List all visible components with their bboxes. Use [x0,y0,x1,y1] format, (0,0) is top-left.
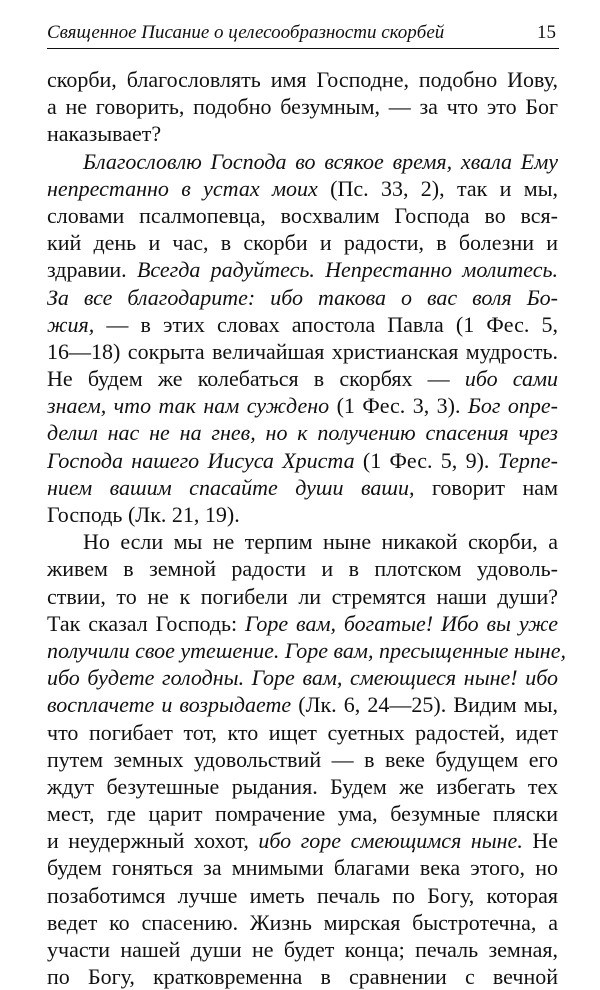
text-line [47,284,558,311]
text-line [47,392,558,419]
text-line [47,447,558,474]
italic-quote: жия, [47,311,95,337]
text-run: и неудержный хохот, [47,828,259,854]
italic-quote: делил нас не на гнев, но к получению спасения чрез [47,420,558,446]
text-run: (Пс. 33, 2), так и мы, [317,175,558,201]
text-line [47,501,558,528]
text-line [47,800,558,827]
text-line [47,419,558,446]
italic-quote: Всегда радуйтесь. Непрестанно молитесь. [136,257,559,283]
text-line [47,555,558,582]
text-run: позаботимся лучше иметь печаль по Богу, которая [47,882,558,908]
text-run: Так сказал Господь: [47,610,246,636]
text-run: Не будем же колебаться в скорбях — [47,366,465,392]
italic-quote: ибо горе смеющимся ныне. [258,828,523,854]
text-line [47,365,558,392]
text-run: — в этих словах апостола Павла (1 Фес. 5, [94,311,558,337]
text-line [47,691,558,718]
text-run: здравии. [47,257,137,283]
text-run: ствии, то не к погибели ли стремятся наши души? [47,583,558,609]
text-line [47,936,558,963]
text-line [47,963,558,990]
text-line [47,338,558,365]
italic-quote: Благословлю Господа во всякое время, хвала Ему [83,148,558,174]
text-run: Господь (Лк. 21, 19). [47,502,240,527]
text-run: Но если мы не терпим ныне никакой скорби, а [83,529,558,555]
text-run: путем земных удовольствий — в веке будущем его [47,746,558,772]
text-run: скорби, благословлять имя Господне, подобно Иову, [47,67,558,92]
text-line [47,583,558,610]
text-line [47,175,558,202]
running-title: Священное Писание о целесообразности скорбей [47,22,445,43]
text-line [47,827,558,854]
text-line [47,528,558,555]
text-run: мест, где царит помрачение ума, безумные пляски [47,801,558,827]
running-header [47,14,559,49]
text-line [47,256,558,283]
text-run: (1 Фес. 3, 3). [329,393,468,419]
italic-quote: знаем, что так нам суждено [47,393,330,419]
italic-quote: восплачете и возрыдаете [47,692,292,718]
text-line [47,610,558,637]
text-line [47,637,566,664]
text-line [47,148,558,175]
text-run: живем в земной радости и в плотском удоволь- [47,556,558,582]
text-line [47,882,558,909]
italic-quote: непрестанно в устах моих [47,175,318,201]
text-run: (1 Фес. 5, 9). [354,447,498,473]
text-run: 16—18) сокрыта величайшая христианская мудрость. [47,338,558,364]
text-line [47,311,558,338]
italic-quote: Господа нашего Иисуса Христа [47,447,355,473]
text-run: будем гоняться за мнимыми благами века этого, но [47,855,558,881]
text-run: участи нашей души не будет конца; печаль земная, [47,937,558,962]
text-run: ведет ко спасению. Жизнь мирская быстротечна, а [47,909,558,935]
text-line [47,93,558,120]
text-run: говорит нам [414,474,558,500]
italic-quote: нием вашим спасайте души ваши, [47,474,415,500]
text-run: по Богу, кратковременна в сравнении с вечной [47,964,558,990]
text-line [47,474,558,501]
text-run: (Лк. 6, 24—25). Видим мы, [291,692,558,718]
text-line [47,66,558,93]
text-run: Не [522,828,559,854]
body-text [47,66,566,990]
italic-quote: получили свое утешение. Горе вам, пресыщенные ныне, [47,637,566,663]
text-line [47,229,558,256]
text-run: ждут безутешные рыдания. Будем же избегать тех [47,773,558,799]
text-line [47,719,558,746]
text-run: наказывает? [47,121,162,147]
text-line [47,773,558,800]
text-line [47,746,558,773]
italic-quote: ибо будете голодны. Горе вам, смеющиеся ныне! ибо [47,665,558,691]
italic-quote: ибо сами [464,366,558,392]
text-run: словами псалмопевца, восхвалим Господа во вся- [47,202,558,228]
text-line [47,664,558,691]
italic-quote: Терпе- [497,447,558,473]
text-run: что погибает тот, кто ищет суетных радостей, идет [47,719,558,745]
page-number: 15 [537,22,556,43]
text-line [47,909,558,936]
italic-quote: За все благодарите: ибо такова о вас воля Бо- [47,284,558,310]
text-line [47,854,558,881]
text-line [47,202,558,229]
text-line [47,120,558,147]
italic-quote: Бог опре- [467,393,558,419]
italic-quote: Горе вам, богатые! Ибо вы уже [245,610,558,636]
text-run: а не говорить, подобно безумным, — за что это Бог [47,94,558,120]
text-run: кий день и час, в скорби и радости, в болезни и [47,230,558,256]
